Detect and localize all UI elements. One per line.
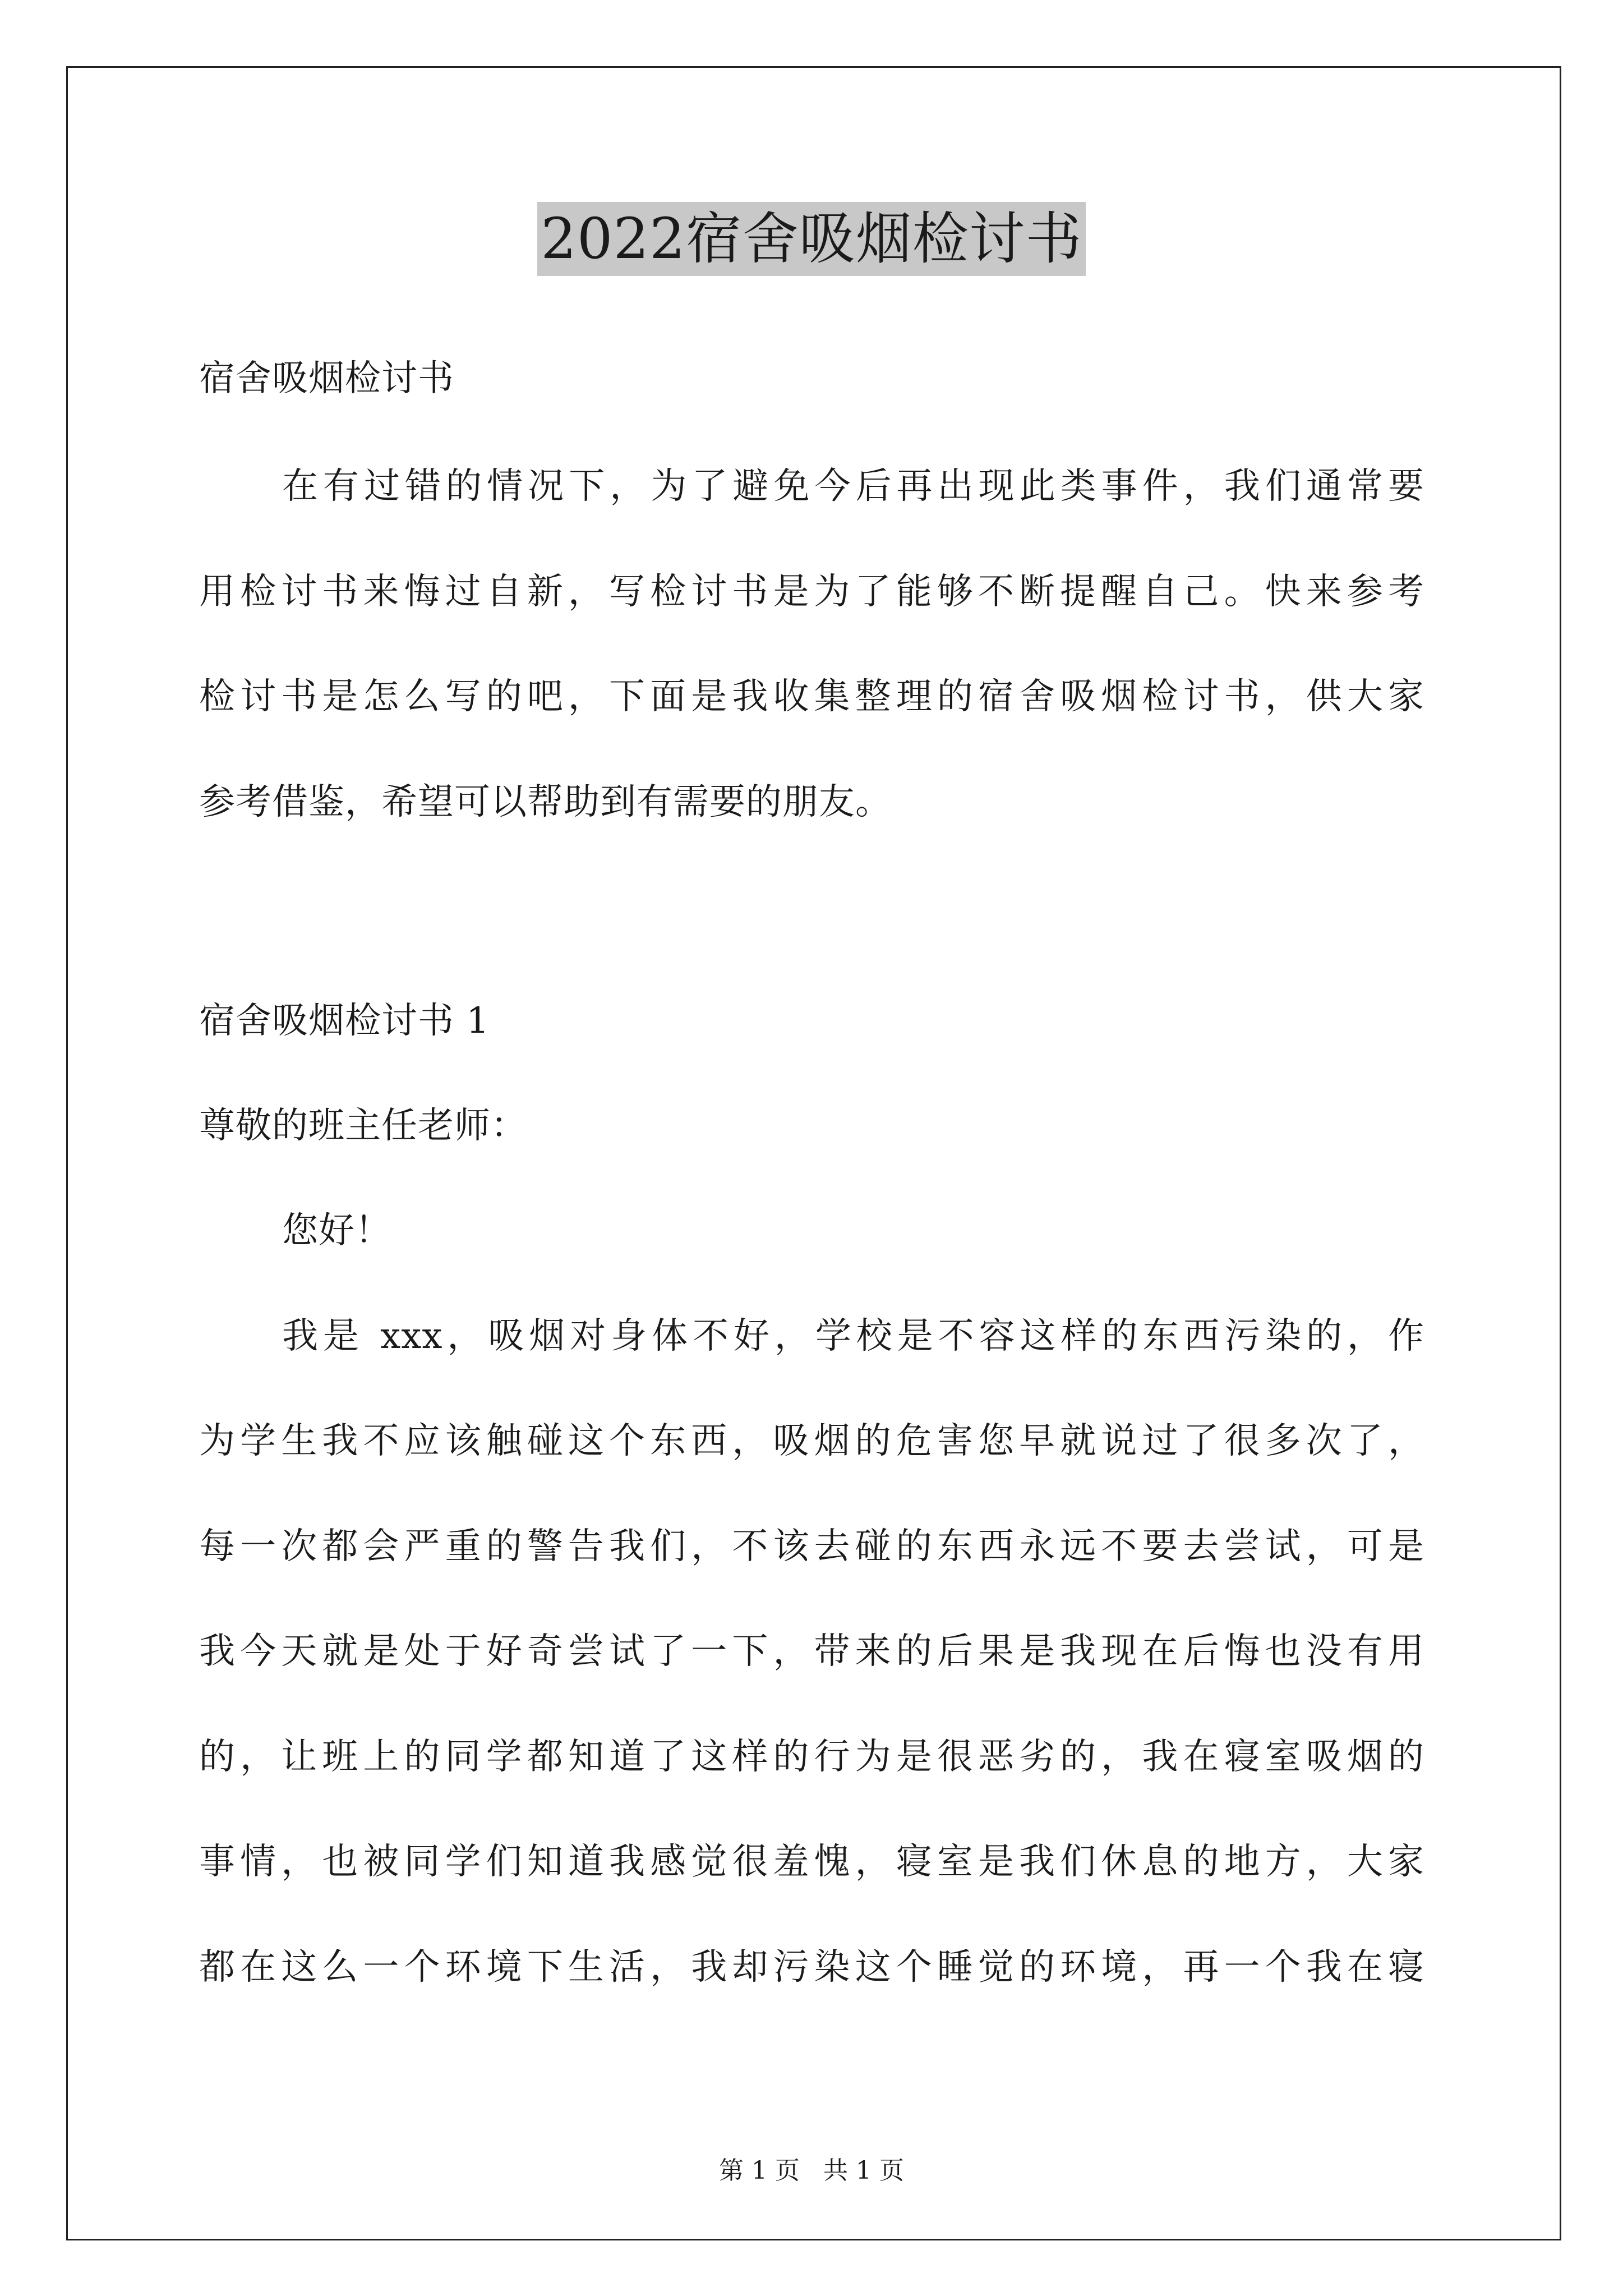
page-number-total: 共 1 页 (823, 2156, 904, 2185)
title-container (0, 202, 1623, 276)
body-line: 我今天就是处于好奇尝试了一下，带来的后果是我现在后悔也没有用 (199, 1631, 1424, 1672)
page-number-current: 第 1 页 (719, 2156, 800, 2185)
page-footer (0, 2154, 1623, 2188)
intro-line: 参考借鉴，希望可以帮助到有需要的朋友。 (199, 781, 892, 823)
document-subtitle: 宿舍吸烟检讨书 (199, 358, 454, 399)
body-line: 每一次都会严重的警告我们，不该去碰的东西永远不要去尝试，可是 (199, 1526, 1424, 1567)
body-line: 都在这么一个环境下生活，我却污染这个睡觉的环境，再一个我在寝 (199, 1947, 1424, 1988)
body-line: 为学生我不应该触碰这个东西，吸烟的危害您早就说过了很多次了， (199, 1420, 1424, 1462)
intro-line: 检讨书是怎么写的吧，下面是我收集整理的宿舍吸烟检讨书，供大家 (199, 676, 1424, 717)
body-line: 我是 xxx，吸烟对身体不好，学校是不容这样的东西污染的，作 (282, 1315, 1424, 1357)
section-heading: 宿舍吸烟检讨书 1 (199, 1000, 490, 1042)
intro-line: 在有过错的情况下，为了避免今后再出现此类事件，我们通常要 (282, 466, 1424, 507)
salutation: 尊敬的班主任老师： (199, 1105, 527, 1147)
greeting: 您好！ (282, 1210, 391, 1251)
body-line: 的，让班上的同学都知道了这样的行为是很恶劣的，我在寝室吸烟的 (199, 1736, 1424, 1778)
body-line: 事情，也被同学们知道我感觉很羞愧，寝室是我们休息的地方，大家 (199, 1841, 1424, 1883)
document-title: 2022宿舍吸烟检讨书 (537, 202, 1086, 276)
intro-line: 用检讨书来悔过自新，写检讨书是为了能够不断提醒自己。快来参考 (199, 571, 1424, 613)
